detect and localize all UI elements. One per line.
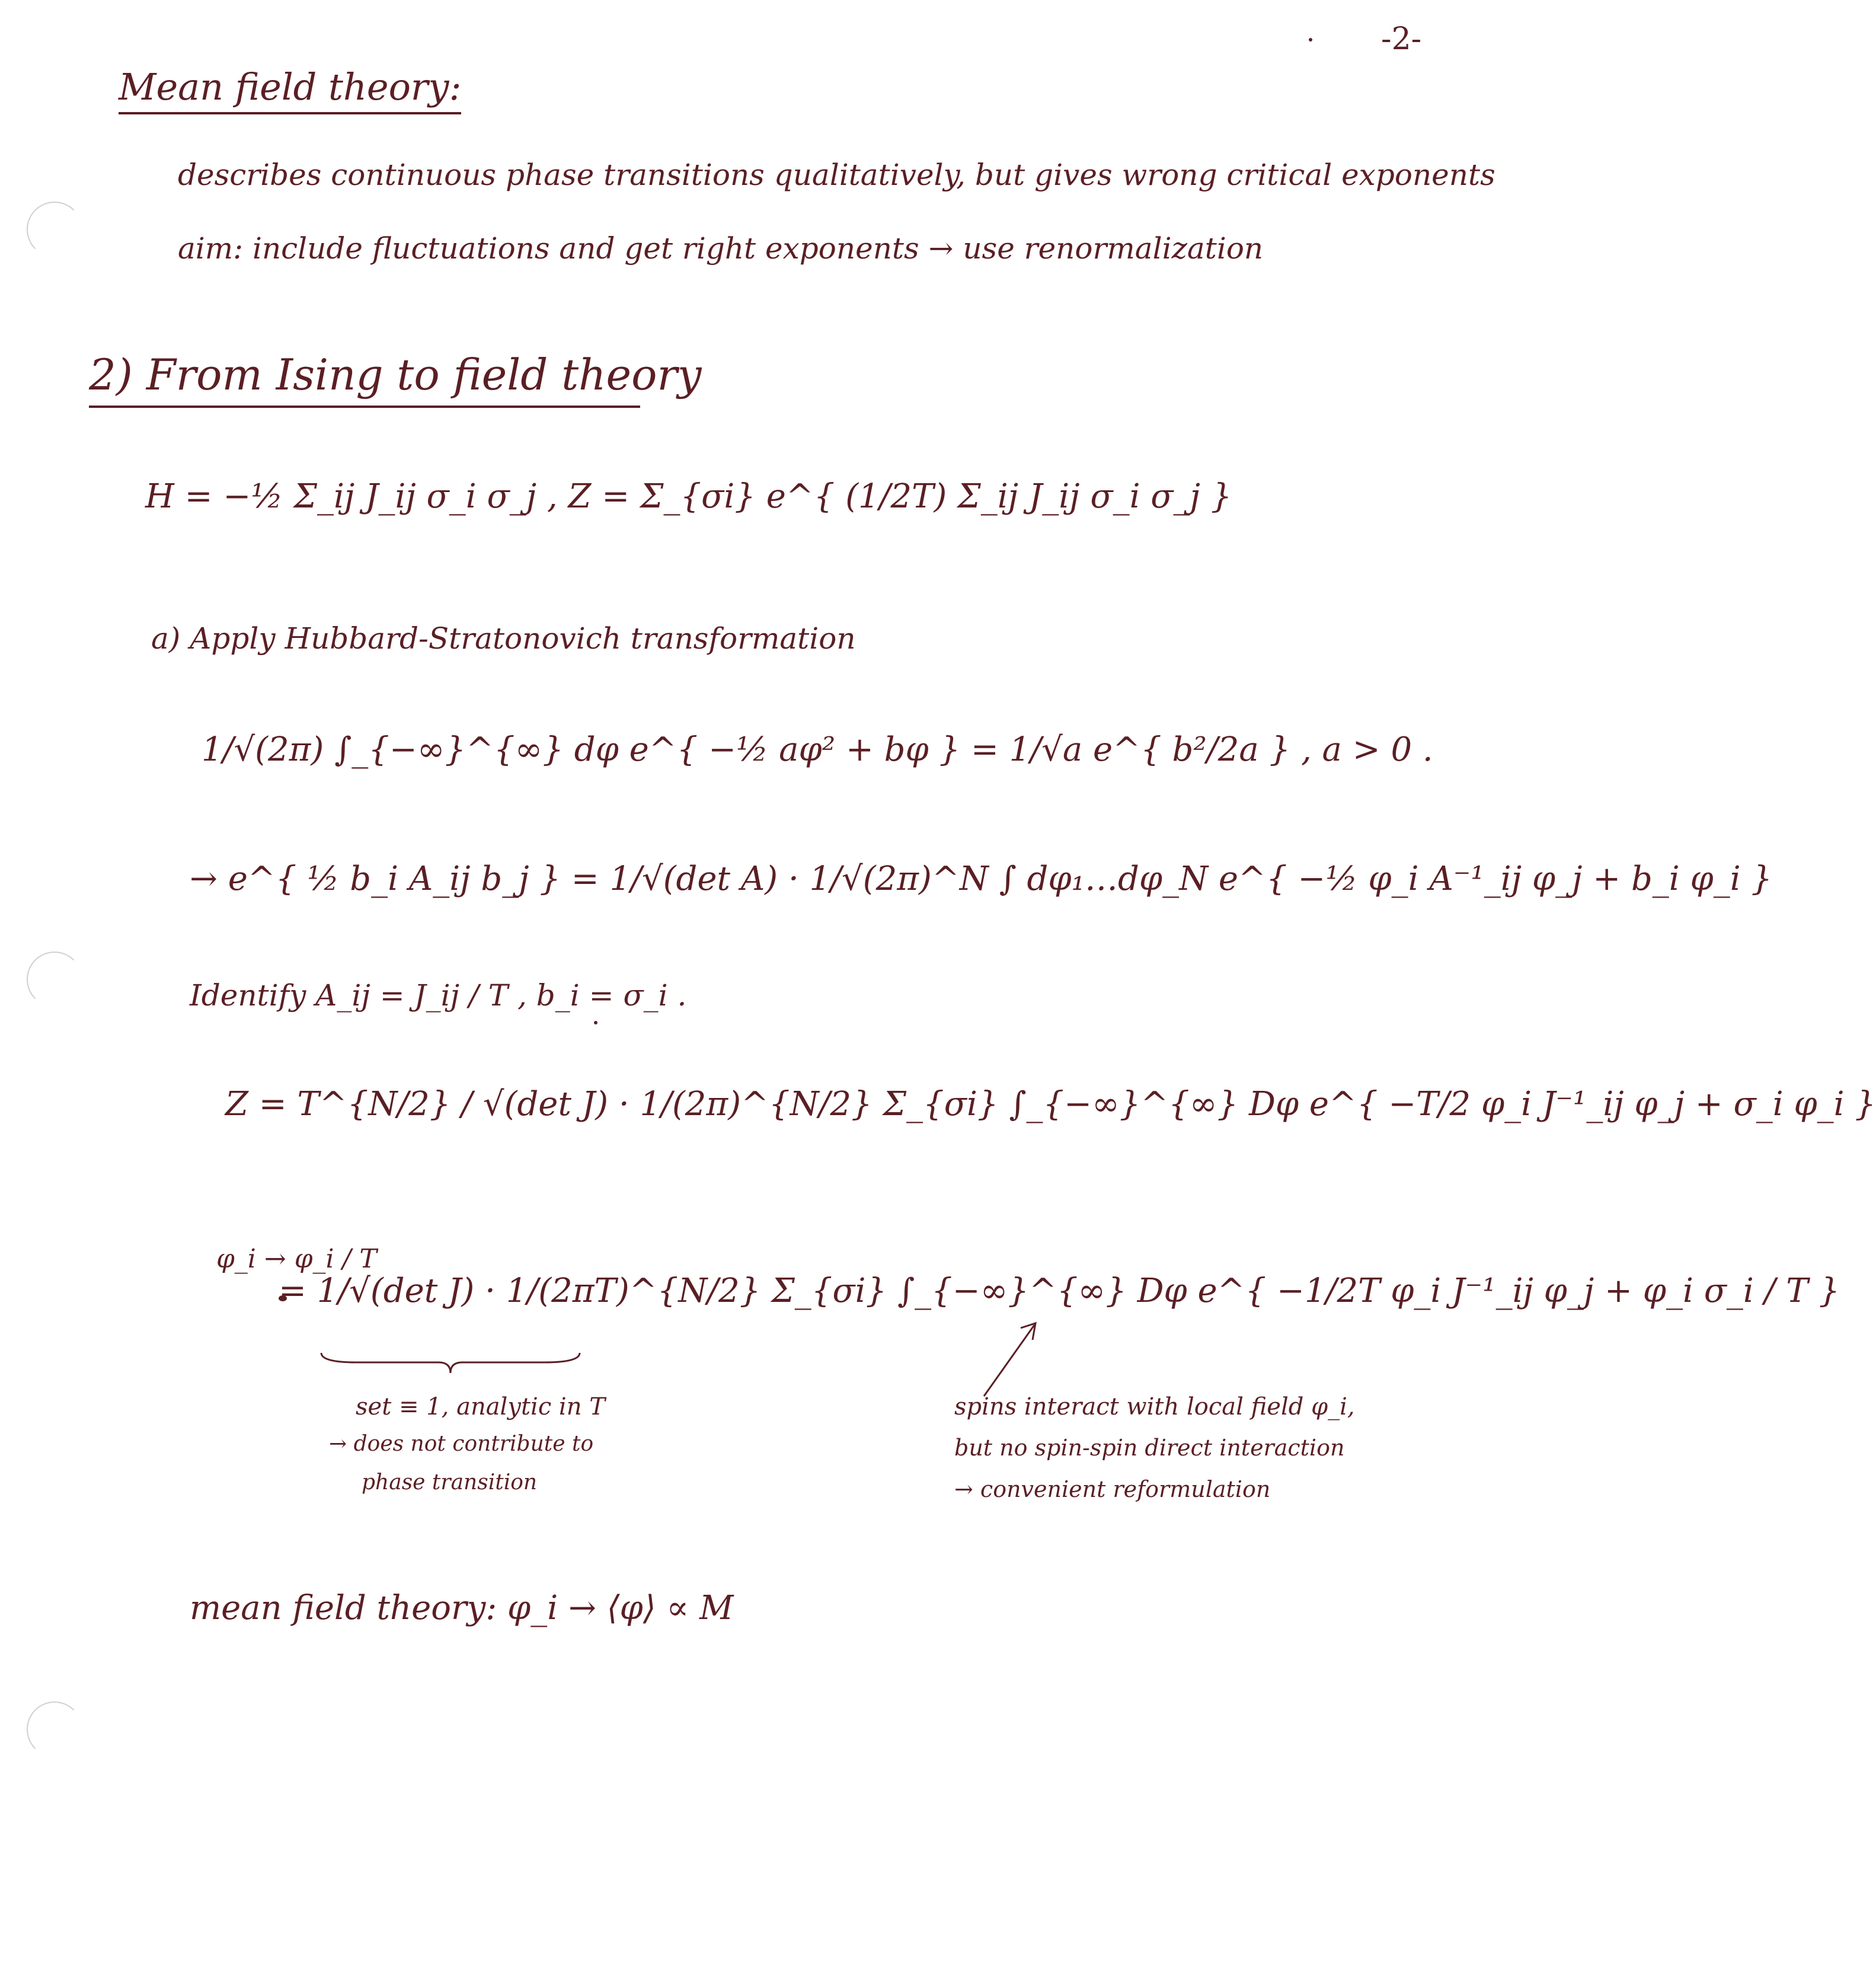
note-no-spin-spin-interaction: but no spin-spin direct interaction [954, 1435, 1345, 1461]
punch-hole [27, 1701, 82, 1757]
mean-field-description: describes continuous phase transitions qualitatively, but gives wrong critical exponents [178, 158, 1495, 192]
partition-function-field-form: Z = T^{N/2} / √(det J) · 1/(2π)^{N/2} Σ_{σi} ∫_{−∞}^{∞} Dφ e^{ −T/2 φ_i J⁻¹_ij φ_j + σ_i φ_i } [225, 1085, 1876, 1123]
punch-hole [27, 202, 82, 257]
gaussian-integral-identity: 1/√(2π) ∫_{−∞}^{∞} dφ e^{ −½ aφ² + bφ } = 1/√a e^{ b²/2a } , a > 0 . [202, 730, 1433, 769]
mean-field-aim: aim: include fluctuations and get right exponents → use renormalization [178, 231, 1264, 266]
note-spins-local-field: spins interact with local field φ_i, [954, 1393, 1355, 1420]
annotation-arrow-icon [978, 1316, 1049, 1399]
note-convenient-reformulation: → convenient reformulation [954, 1476, 1271, 1502]
ink-speck [594, 1021, 597, 1024]
field-rescaling-note: φ_i → φ_i / T [216, 1244, 377, 1274]
punch-hole [27, 952, 82, 1007]
multidimensional-gaussian-identity: → e^{ ½ b_i A_ij b_j } = 1/√(det A) · 1/√(2π)^N ∫ dφ₁…dφ_N e^{ −½ φ_i A⁻¹_ij φ_j + b_i φ_i } [190, 860, 1773, 898]
hamiltonian-partition-function-equation: H = −½ Σ_ij J_ij σ_i σ_j , Z = Σ_{σi} e^{ (1/2T) Σ_ij J_ij σ_i σ_j } [145, 477, 1232, 516]
partition-function-rescaled: = 1/√(det J) · 1/(2πT)^{N/2} Σ_{σi} ∫_{−∞}^{∞} Dφ e^{ −1/2T φ_i J⁻¹_ij φ_j + φ_i σ_i / T } [279, 1272, 1840, 1310]
page-number: -2- [1381, 21, 1422, 57]
subheading-hubbard-stratonovich: a) Apply Hubbard-Stratonovich transformation [151, 621, 856, 656]
identification-line: Identify A_ij = J_ij / T , b_i = σ_i . [190, 978, 687, 1013]
mean-field-approximation-line: mean field theory: φ_i → ⟨φ⟩ ∝ M [190, 1589, 734, 1627]
ink-speck [1309, 38, 1312, 41]
underbrace-icon [320, 1351, 581, 1374]
brace-note-phase-transition: phase transition [362, 1470, 538, 1495]
heading-mean-field-theory: Mean field theory: [119, 65, 461, 114]
brace-note-set-to-one: set ≡ 1, analytic in T [356, 1393, 605, 1420]
heading-ising-to-field-theory: 2) From Ising to field theory [89, 350, 640, 408]
brace-note-no-contribution: → does not contribute to [329, 1432, 594, 1456]
